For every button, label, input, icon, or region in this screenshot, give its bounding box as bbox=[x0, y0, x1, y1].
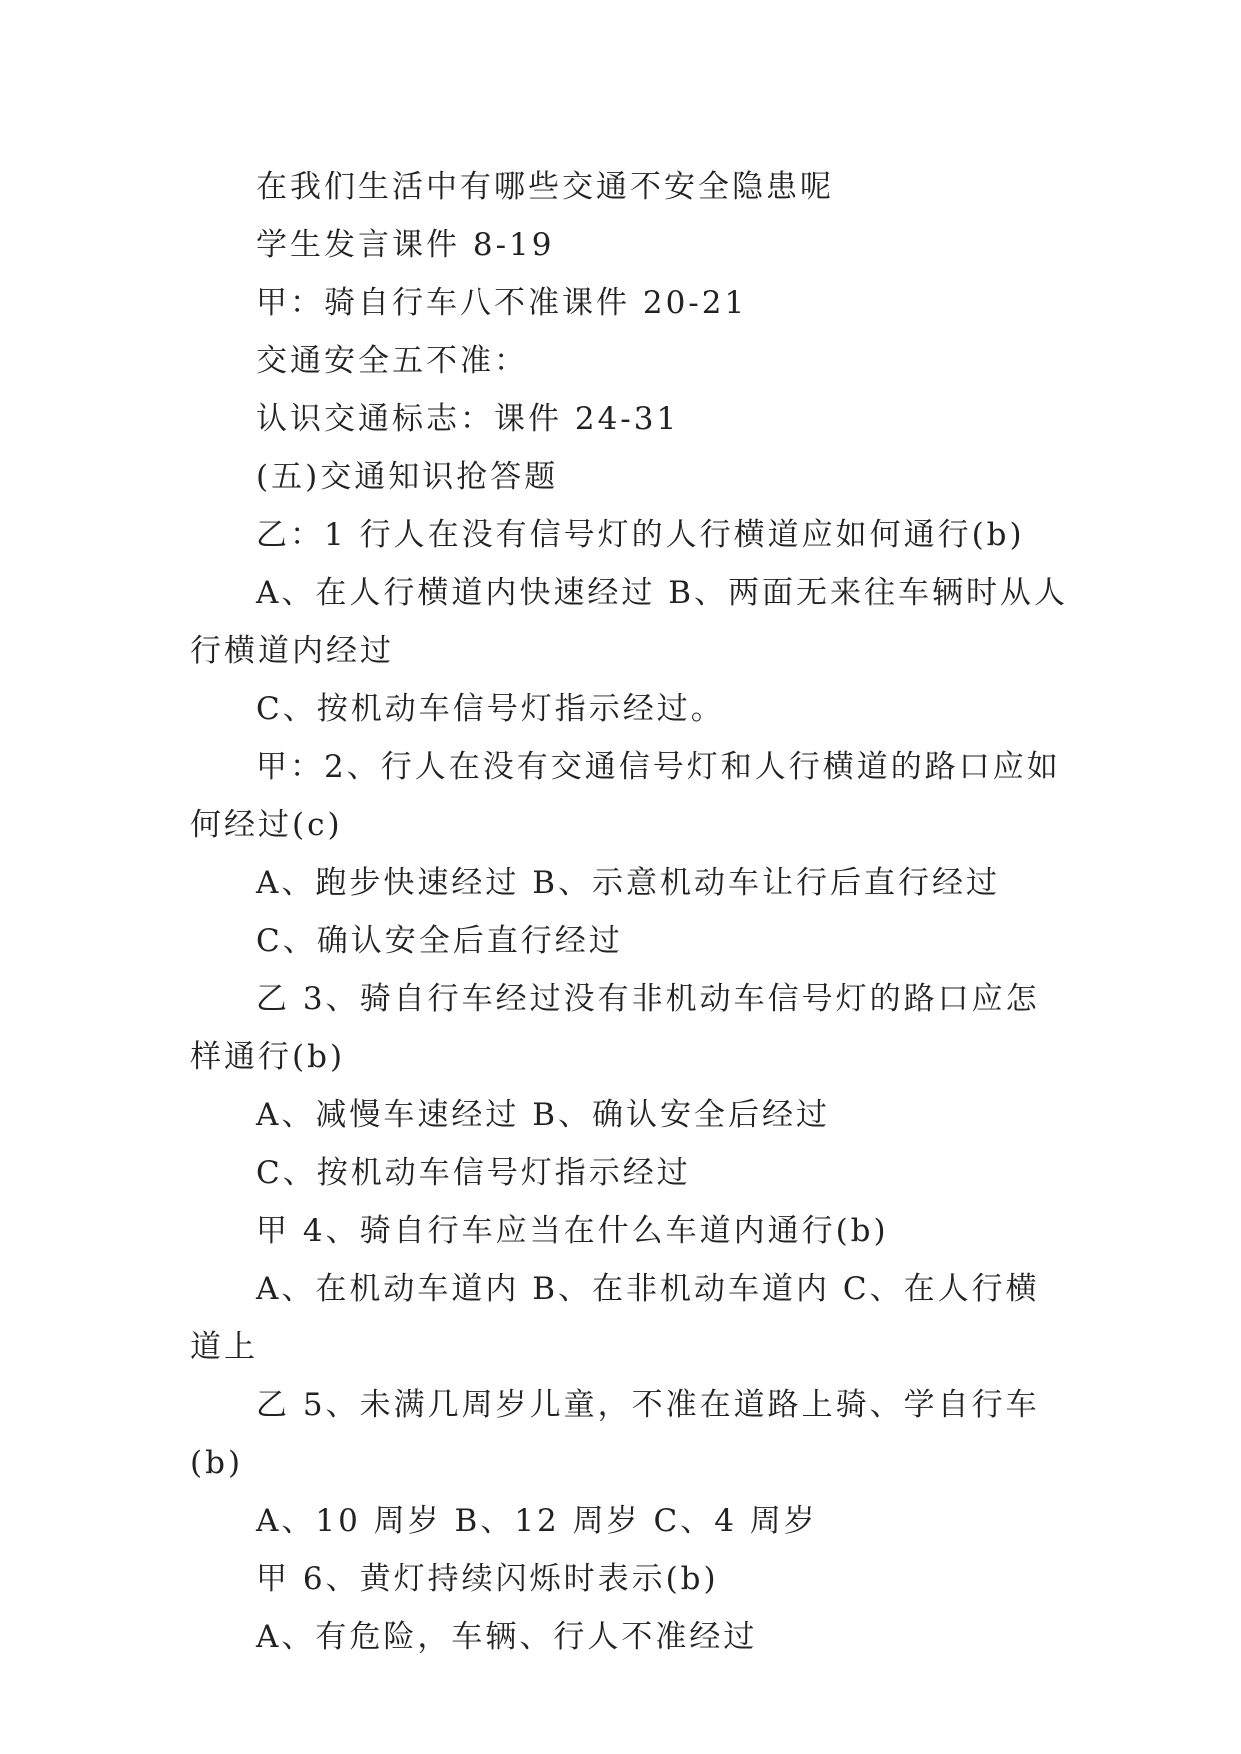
question: 甲：2、行人在没有交通信号灯和人行横道的路口应如何经过(c) bbox=[190, 749, 1061, 843]
paragraph: 交通安全五不准： bbox=[256, 343, 528, 379]
paragraph: 甲：骑自行车八不准课件 20-21 bbox=[256, 285, 748, 321]
answer-options: A、在机动车道内 B、在非机动车道内 C、在人行横道上 bbox=[190, 1271, 1040, 1365]
paragraph: 学生发言课件 8-19 bbox=[256, 227, 555, 263]
answer-options: A、减慢车速经过 B、确认安全后经过 bbox=[256, 1097, 831, 1133]
answer-options: C、按机动车信号灯指示经过 bbox=[256, 1155, 691, 1191]
question: 乙：1 行人在没有信号灯的人行横道应如何通行(b) bbox=[256, 517, 1025, 553]
answer-options: A、有危险，车辆、行人不准经过 bbox=[256, 1619, 758, 1655]
question: 乙 3、骑自行车经过没有非机动车信号灯的路口应怎样通行(b) bbox=[190, 981, 1040, 1075]
answer-options: C、确认安全后直行经过 bbox=[256, 923, 623, 959]
paragraph: 认识交通标志：课件 24-31 bbox=[256, 401, 680, 437]
answer-options: A、10 周岁 B、12 周岁 C、4 周岁 bbox=[256, 1503, 818, 1539]
answer-options: A、在人行横道内快速经过 B、两面无来往车辆时从人行横道内经过 bbox=[190, 575, 1069, 669]
section-heading: (五)交通知识抢答题 bbox=[256, 459, 559, 495]
question: 乙 5、未满几周岁儿童，不准在道路上骑、学自行车(b) bbox=[190, 1387, 1040, 1481]
answer-options: C、按机动车信号灯指示经过。 bbox=[256, 691, 725, 727]
document-body bbox=[190, 158, 1070, 1666]
answer-options: A、跑步快速经过 B、示意机动车让行后直行经过 bbox=[256, 865, 1001, 901]
paragraph: 在我们生活中有哪些交通不安全隐患呢 bbox=[256, 169, 834, 205]
question: 甲 4、骑自行车应当在什么车道内通行(b) bbox=[256, 1213, 889, 1249]
question: 甲 6、黄灯持续闪烁时表示(b) bbox=[256, 1561, 719, 1597]
